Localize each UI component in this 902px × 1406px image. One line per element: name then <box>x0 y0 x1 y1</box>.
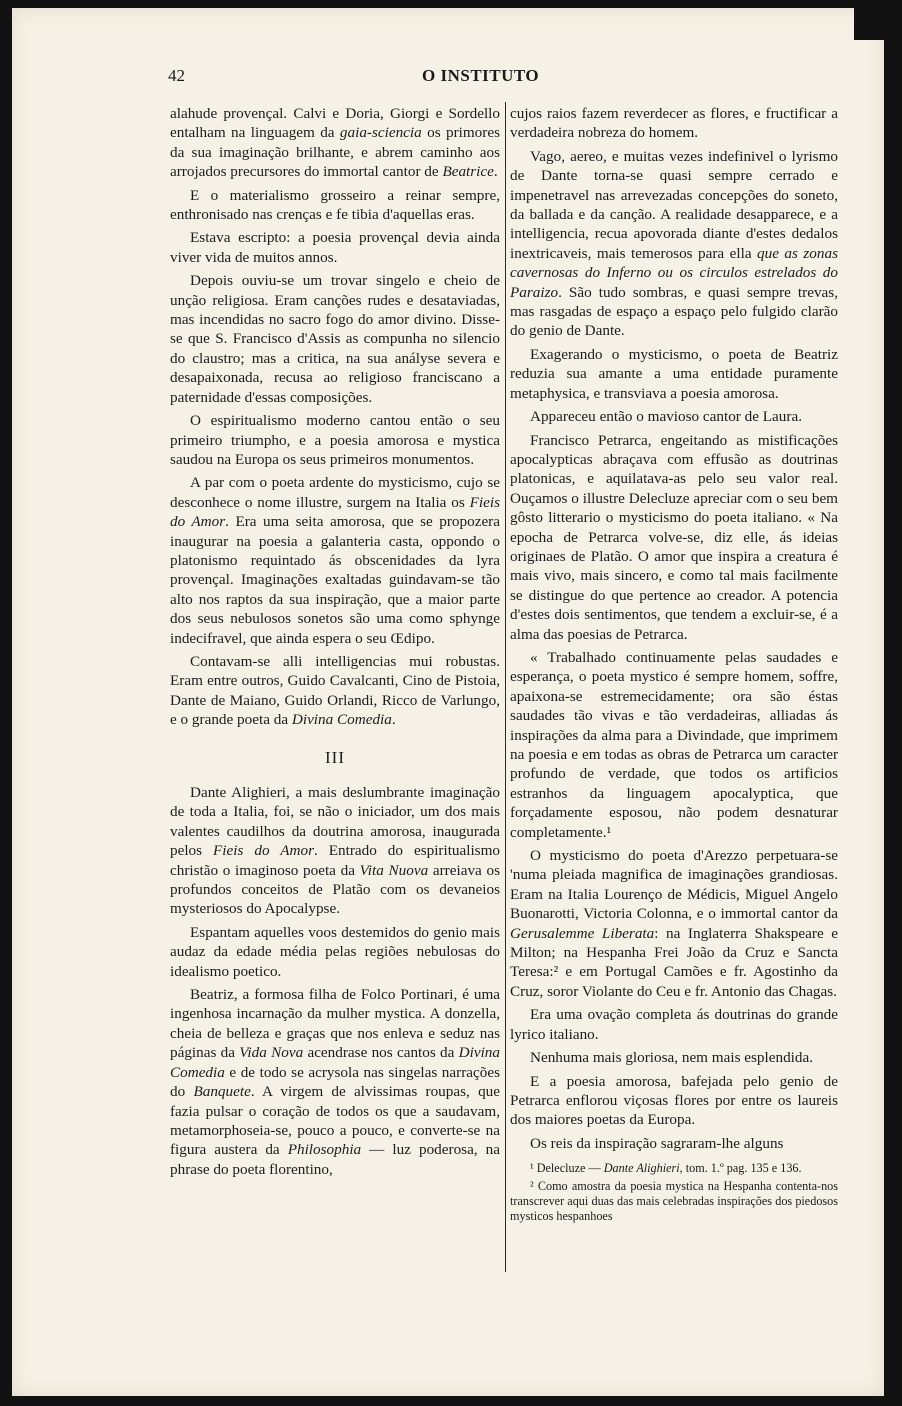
text-run: Beatriz, a formosa filha de Folco Portinari, é uma ingenhosa incarnação da mulher mystica. A donzella, cheia de belleza e graças que nos enleva e seduz nas páginas da <box>170 986 500 1062</box>
text-run: acendrase nos cantos da <box>303 1044 459 1062</box>
text-run: Francisco Petrarca, engeitando as mistificações apocalypticas abraçava com effusão as doutrinas platonicas, e aquilatava-as pelo seu valor real. Ouçamos o illustre Delecluze apreciar com o seu bem gôsto litterario o mysticismo do poeta italiano. « Na epocha de Petrarca volve-se, diz elle, ás ideias originaes de Platão. O amor que inspira a creatura é mais vivo, mais sincero, e como tal mais facilmente se distingue do que pertence ao creador. A potencia d'estes dois sentimentos, que tendem a excluir-se, é a alma das poesias de Petrarca. <box>510 431 838 643</box>
paragraph <box>170 186 500 225</box>
text-run: . <box>391 711 396 729</box>
paragraph <box>510 345 838 403</box>
text-run: Estava escripto: a poesia provençal devia ainda viver vida de muitos annos. <box>170 229 500 266</box>
paragraph <box>510 104 838 143</box>
text-run: O mysticismo do poeta d'Arezzo perpetuara-se 'numa pleiada magnifica de imaginações grandiosas. Eram na Italia Lourenço de Médicis, Miguel Angelo Buonarotti, Victoria Colonna, e o immortal cantor da <box>510 847 838 923</box>
paragraph <box>170 271 500 407</box>
text-run: « Trabalhado continuamente pelas saudades e esperança, o poeta mystico é sempre homem, soffre, apaixona-se estremecidamente; ora são éstas saudades tão vivas e tão verdadeiras, alliadas ás inspirações da alma para a Divindade, que imprimem na poesia e em todas as obras de Petrarca um caracter profundo de verdade, que todos os artificios estranhos da linguagem apocalyptica, que forçadamente esposou, não podem desnaturar completamente.¹ <box>510 648 838 841</box>
paragraph <box>510 1072 838 1130</box>
text-run: Exagerando o mysticismo, o poeta de Beatriz reduzia sua amante a uma entidade puramente metaphysica, e transviava a poesia amorosa. <box>510 345 838 402</box>
italic-run: Fieis do Amor <box>170 493 500 531</box>
paragraph <box>510 846 838 1001</box>
italic-run: Dante Alighieri <box>603 1161 680 1176</box>
running-title: O INSTITUTO <box>422 66 540 85</box>
paragraph <box>510 147 838 341</box>
footnote <box>510 1179 838 1225</box>
italic-run: Fieis do Amor <box>213 842 314 860</box>
italic-run: Philosophia <box>287 1141 362 1159</box>
text-run: O espiritualismo moderno cantou então o seu primeiro triumpho, e a poesia amorosa e mystica saudou na Europa os seus primeiros monumentos. <box>170 412 500 468</box>
paragraph <box>170 923 500 981</box>
page-number: 42 <box>168 66 185 85</box>
paragraph <box>170 228 500 267</box>
page-sheet <box>12 8 884 1396</box>
text-run: Os reis da inspiração sagraram-lhe alguns <box>530 1134 784 1152</box>
text-run: Appareceu então o mavioso cantor de Laura. <box>530 408 802 426</box>
paragraph <box>170 985 500 1179</box>
italic-run: Gerusalemme Liberata <box>510 924 655 942</box>
paragraph <box>170 783 500 919</box>
column-rule <box>505 102 506 1272</box>
text-run: alahude provençal. Calvi e Doria, Giorgi e Sordello entalham na linguagem da <box>170 105 500 142</box>
paragraph <box>510 407 838 426</box>
text-run: e de todo se acrysola nas singelas narrações do <box>170 1063 500 1101</box>
italic-run: Banquete <box>193 1083 251 1101</box>
text-run: arreiava os profundos conceitos de Platão com os devaneios mysteriosos do Apocalypse. <box>170 861 500 918</box>
text-run: . <box>493 163 498 181</box>
paragraph <box>510 1048 838 1067</box>
section-heading: III <box>325 747 345 767</box>
text-run: . São tudo sombras, e quasi sempre trevas, mas rasgadas de espaço a espaço pelo fulgido clarão do genio de Dante. <box>510 283 838 340</box>
paragraph <box>170 652 500 730</box>
italic-run: que as zonas cavernosas do Inferno ou os circulos estrelados do Paraizo <box>510 244 838 301</box>
text-run: Espantam aquelles voos destemidos do genio mais audaz da edade média pelas regiões nebulosas do idealismo poetico. <box>170 923 500 980</box>
text-run: Vago, aereo, e muitas vezes indefinivel o lyrismo de Dante torna-se quasi sempre cerrado e impenetravel nas arrevezadas concepções do soneto, da ballada e da canção. A realidade desapparece, e a intelligencia, recua apovorada diante d'estes dedalos inextricaveis, mais temerosos para ella <box>510 147 838 262</box>
paragraph <box>510 1005 838 1044</box>
paragraph <box>510 648 838 842</box>
italic-run: Divina Comedia <box>170 1044 500 1081</box>
text-run: . Era uma seita amorosa, que se propozera inaugurar na poesia a galanteria casta, oppondo o platonismo requintado ás obscenidades da lyra provençal. Imaginações exaltadas guindavam-se tão alto nos raptos da sua inspiração, que a maior parte dos seus nebulosos sonetos são uma como sphynge indecifravel, que ainda espera o seu Œdipo. <box>170 513 500 647</box>
text-run: os primores da sua imaginação brilhante, e abrem caminho aos arrojados precursores do immortal cantor de <box>170 124 500 181</box>
text-run: , tom. 1.º pag. 135 e 136. <box>679 1161 802 1176</box>
italic-run: Vita Nuova <box>359 861 429 879</box>
paragraph <box>170 473 500 648</box>
italic-run: Divina Comedia <box>291 711 392 729</box>
text-run: Nenhuma mais gloriosa, nem mais esplendida. <box>530 1049 814 1067</box>
italic-run: Vida Nova <box>239 1044 304 1062</box>
text-run: . Entrado do espiritualismo christão o imaginoso poeta da <box>170 842 501 879</box>
text-run: : na Inglaterra Shakspeare e Milton; na Hespanha Frei João da Cruz e Sancta Teresa:² e em Portugal Camões e fr. Agostinho da Cruz, soror Violante do Ceu e fr. Antonio das Chagas. <box>510 924 838 1000</box>
right-column <box>510 104 838 1227</box>
text-run: Era uma ovação completa ás doutrinas do grande lyrico italiano. <box>510 1006 838 1043</box>
text-run: ² Como amostra da poesia mystica na Hespanha contenta-nos transcrever aqui duas das mais celebradas inspirações dos piedosos mysticos hespanhoes <box>510 1178 838 1224</box>
paragraph <box>170 104 500 182</box>
left-column <box>170 104 500 1183</box>
paragraph <box>170 411 500 469</box>
text-run: — luz poderosa, na phrase do poeta florentino, <box>170 1141 500 1178</box>
paragraph <box>510 431 838 644</box>
text-run: E a poesia amorosa, bafejada pelo genio de Petrarca enflorou viçosas flores por entre os laureis dos maiores poetas da Europa. <box>510 1072 838 1129</box>
text-run: A par com o poeta ardente do mysticismo, cujo se desconhece o nome illustre, surgem na Italia os <box>170 474 500 511</box>
paragraph <box>510 1134 838 1153</box>
italic-run: gaia-sciencia <box>339 124 422 142</box>
text-run: Dante Alighieri, a mais deslumbrante imaginação de toda a Italia, foi, se não o iniciador, um dos mais valentes caudilhos da doutrina amorosa, inaugurada pelos <box>170 784 500 860</box>
italic-run: Beatrice <box>442 163 494 181</box>
text-run: Depois ouviu-se um trovar singelo e cheio de unção religiosa. Eram canções rudes e desataviadas, mas incendidas no sacro fogo do amor divino. Disse-se que S. Francisco d'Assis as compunha no silencio do claustro; mas a critica, na sua anályse severa e desapaixonada, recusa ao religioso franciscano a paternidade d'essas composições. <box>170 272 500 406</box>
text-run: cujos raios fazem reverdecer as flores, e fructificar a verdadeira nobreza do homem. <box>510 105 838 142</box>
text-run: Contavam-se alli intelligencias mui robustas. Eram entre outros, Guido Cavalcanti, Cino de Pistoia, Dante de Maiano, Guido Orlandi, Ricco de Varlungo, e o grande poeta da <box>170 652 500 729</box>
text-run: . A virgem de alvissimas roupas, que fazia pulsar o coração de todos os que a saudavam, metamorphoseia-se, pouco a pouco, e converte-se na figura austera da <box>170 1083 500 1159</box>
scan-corner <box>854 8 884 40</box>
text-run: E o materialismo grosseiro a reinar sempre, enthronisado nas crenças e fe tibia d'aquellas eras. <box>170 186 500 224</box>
footnote <box>510 1161 838 1176</box>
text-run: ¹ Delecluze — <box>530 1161 604 1176</box>
